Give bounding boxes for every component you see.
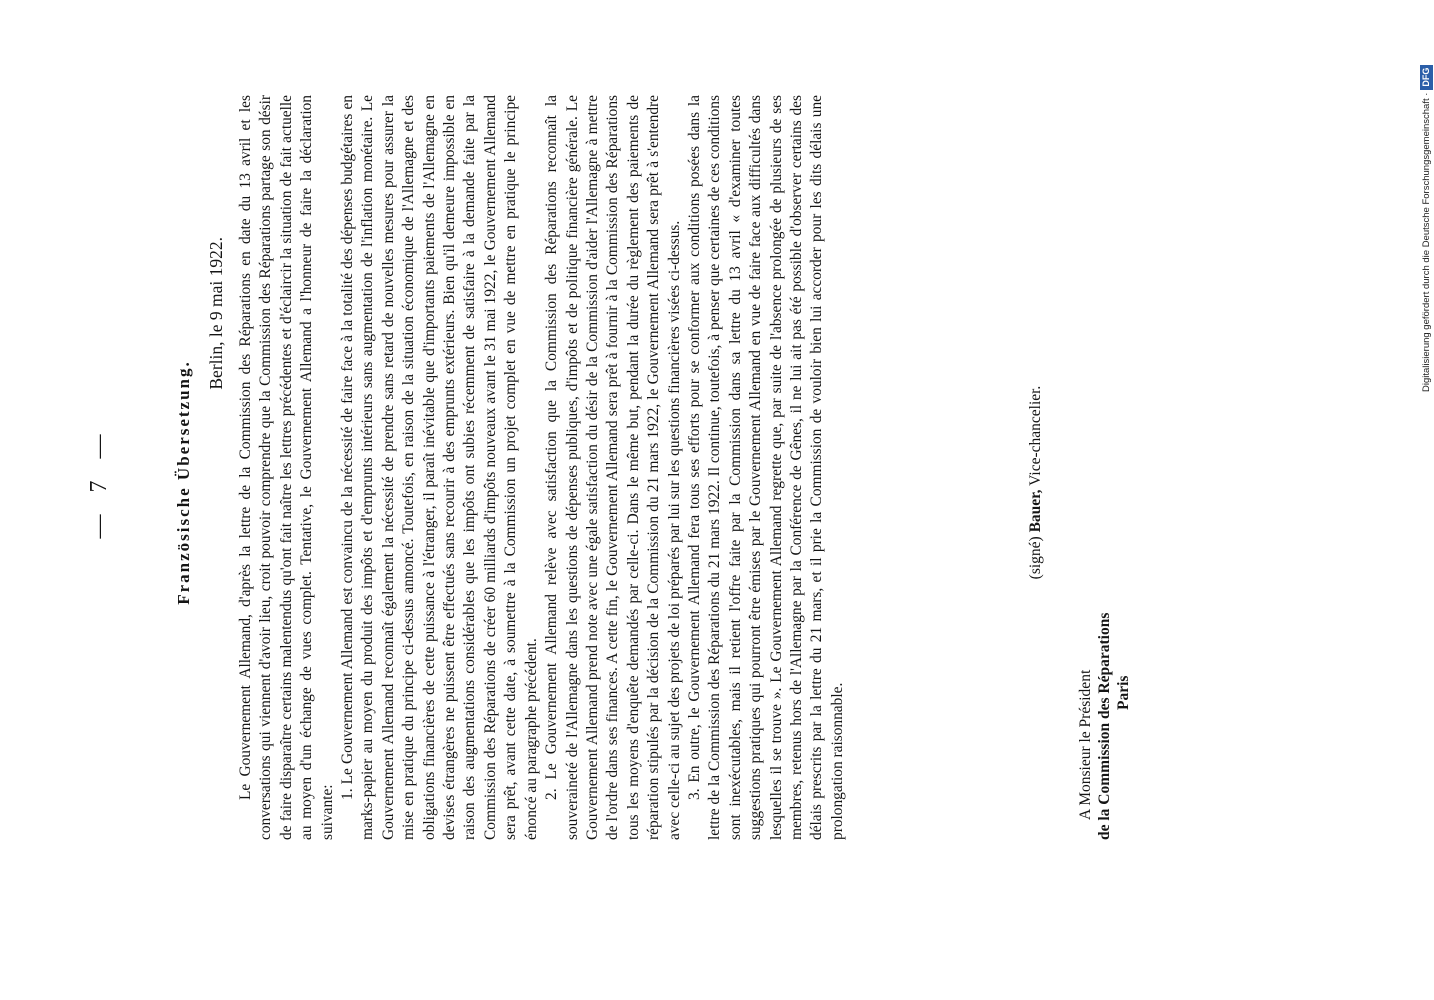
signature-prefix: (signé): [1027, 536, 1044, 580]
page-number: — 7 —: [86, 426, 112, 539]
signature-title: Vice-chancelier.: [1027, 385, 1044, 486]
paragraph-3: 3. En outre, le Gouvernement Allemand fera tous ses efforts pour se conformer aux conditions posées dans la lettre de la Commission des Réparations du 21 mars 1922. Il continue, toutefois, à penser que certaines de ces conditions sont inexécutables, mais il retient l'offre faite par la Commission dans sa lettre du 13 avril « d'examiner toutes suggestions pratiques qui pourront être émises par le Gouvernement Allemand en vue de faire face aux difficultés dans lesquelles il se trouve ». Le Gouvernement Allemand regrette que, par suite de l'absence prolongée de plusieurs de ses membres, retenus hors de l'Allemagne par la Conférence de Gênes, il ne lui ait pas été possible d'observer certains des délais prescrits par la lettre du 21 mars, et il prie la Commission de vouloir bien lui accorder pour les dits délais une prolongation raisonnable.: [685, 95, 846, 840]
date-line: Berlin, le 9 mai 1922.: [206, 237, 226, 390]
dfg-logo-icon: DFG: [1420, 65, 1433, 90]
funding-credit: [1420, 10, 1434, 392]
addressee-line-2: de la Commission des Réparations: [1096, 612, 1113, 840]
addressee-line-1: A Monsieur le Président: [1077, 669, 1094, 820]
addressee-block: [1076, 540, 1133, 840]
signature: [1026, 0, 1046, 985]
rotated-document-page: [86, 0, 1146, 985]
paragraph-2: 2. Le Gouvernement Allemand relève avec satisfaction que la Commission des Réparations reconnaît la souveraineté de l'Allemagne dans les questions de dépenses publiques, d'impôts et de politique financière générale. Le Gouvernement Allemand prend note avec une égale satisfaction du désir de la Commission d'aider l'Allemagne à mettre de l'ordre dans ses finances. A cette fin, le Gouvernement Allemand sera prêt à fournir à la Commission des Réparations tous les moyens d'enquête demandés par celle-ci. Dans le même but, pendant la durée du règlement des paiements de réparation stipulés par la décision de la Commission du 21 mars 1922, le Gouvernement Allemand sera prêt à s'entendre avec celle-ci au sujet des projets de loi préparés par lui sur les questions financières visées ci-dessus.: [543, 95, 683, 840]
paragraph-intro: Le Gouvernement Allemand, d'après la lettre de la Commission des Réparations en date du 13 avril et les conversations qui viennent d'avoir lieu, croit pouvoir comprendre que la Commission des Réparations partage son désir de faire disparaître certains malentendus qu'ont fait naître les lettres précédentes et d'éclaircir la situation de fait actuelle au moyen d'un échange de vues complet. Tentative, le Gouvernement Allemand a l'honneur de faire la déclaration suivante:: [237, 95, 336, 840]
paragraph-1: 1. Le Gouvernement Allemand est convaincu de la nécessité de faire face à la totalité des dépenses budgétaires en marks-papier au moyen du produit des impôts et d'emprunts intérieurs sans augmentation de l'inflation monétaire. Le Gouvernement Allemand reconnaît également la nécessité de prendre sans retard de nouvelles mesures pour assurer la mise en pratique du principe ci-dessus annoncé. Toutefois, en raison de la situation économique de l'Allemagne et des obligations financières de cette puissance à l'étranger, il paraît inévitable que d'importants paiements de l'Allemagne en devises étrangères ne puissent être effectués sans recourir à des emprunts extérieurs. Bien qu'il demeure impossible en raison des augmentations considérables que les impôts ont subies récemment de satisfaire à la demande faite par la Commission des Réparations de créer 60 milliards d'impôts nouveaux avant le 31 mai 1922, le Gouvernement Allemand sera prêt, avant cette date, à soumettre à la Commission un projet complet en vue de mettre en pratique le principe énoncé au paragraphe précédent.: [339, 95, 540, 840]
addressee-line-3: Paris: [1115, 675, 1132, 710]
letter-body: [236, 95, 848, 840]
signature-name: Bauer,: [1027, 489, 1044, 533]
funding-credit-text: Digitalisierung gefördert durch die Deutsche Forschungsgemeinschaft ·: [1421, 92, 1432, 392]
document-heading: Französische Übersetzung.: [174, 360, 193, 605]
